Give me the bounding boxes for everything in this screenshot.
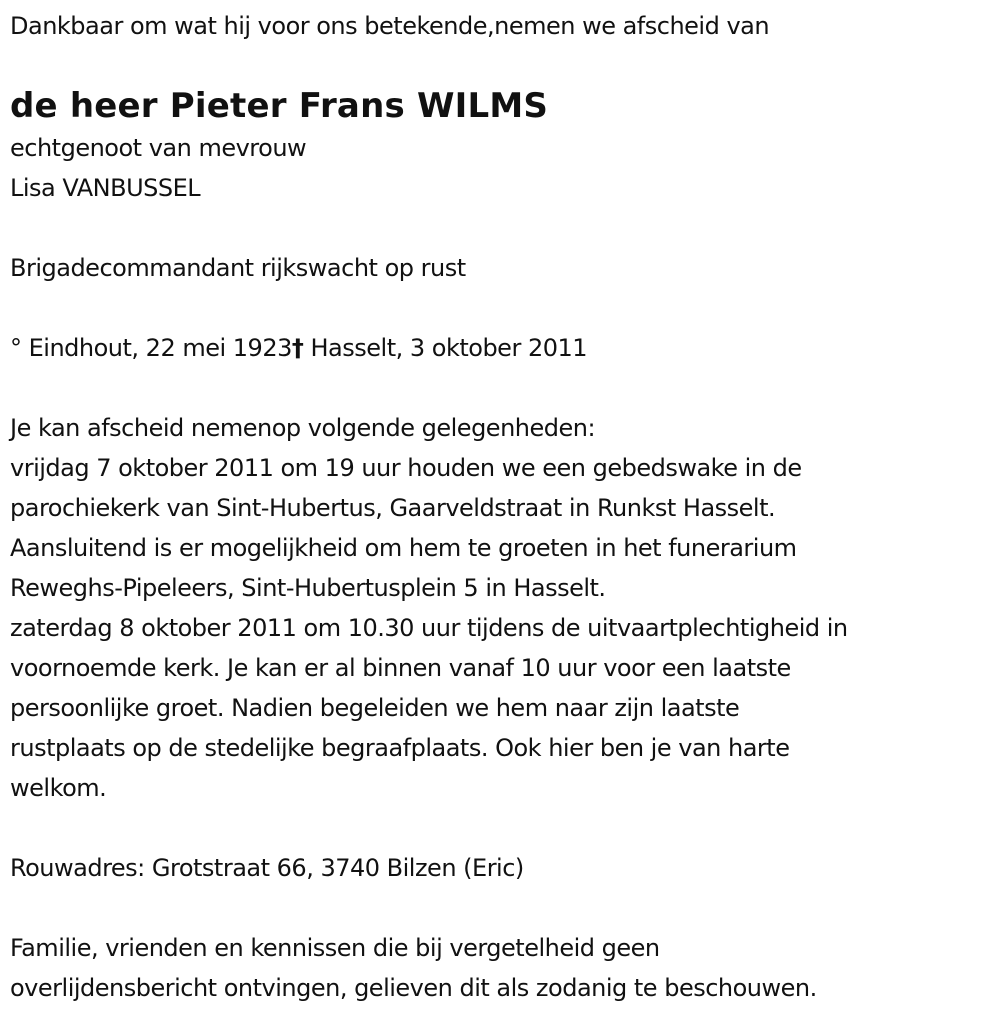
spacer: [10, 368, 985, 408]
farewell-line: voornoemde kerk. Je kan er al binnen vanaf 10 uur voor een laatste: [10, 654, 791, 682]
death-text: Hasselt, 3 oktober 2011: [303, 334, 588, 362]
closing-line: overlijdensbericht ontvingen, gelieven dit als zodanig te beschouwen.: [10, 974, 817, 1002]
deceased-name: de heer Pieter Frans WILMS: [10, 86, 549, 126]
farewell-line: persoonlijke groet. Nadien begeleiden we hem naar zijn laatste: [10, 694, 740, 722]
farewell-line: Aansluitend is er mogelijkheid om hem te groeten in het funerarium: [10, 534, 797, 562]
birth-text: ° Eindhout, 22 mei 1923: [10, 334, 292, 362]
death-notice: [10, 6, 985, 1008]
farewell-line: vrijdag 7 oktober 2011 om 19 uur houden we een gebedswake in de: [10, 454, 802, 482]
closing-line: Familie, vrienden en kennissen die bij vergetelheid geen: [10, 934, 660, 962]
spouse-line-2: Lisa VANBUSSEL: [10, 174, 201, 202]
life-dates: [10, 328, 985, 368]
spacer: [10, 888, 985, 928]
intro-text: Dankbaar om wat hij voor ons betekende,nemen we afscheid van: [10, 12, 770, 40]
spacer: [10, 808, 985, 848]
farewell-line: zaterdag 8 oktober 2011 om 10.30 uur tijdens de uitvaartplechtigheid in: [10, 614, 848, 642]
spouse-line-1: echtgenoot van mevrouw: [10, 134, 307, 162]
spacer: [10, 208, 985, 248]
farewell-line: parochiekerk van Sint-Hubertus, Gaarveldstraat in Runkst Hasselt.: [10, 494, 776, 522]
farewell-line: welkom.: [10, 774, 107, 802]
mourning-address: Rouwadres: Grotstraat 66, 3740 Bilzen (Eric): [10, 854, 524, 882]
cross-icon: †: [291, 334, 304, 362]
occupation-text: Brigadecommandant rijkswacht op rust: [10, 254, 466, 282]
spacer: [10, 46, 985, 84]
farewell-line: Reweghs-Pipeleers, Sint-Hubertusplein 5 in Hasselt.: [10, 574, 606, 602]
farewell-line: Je kan afscheid nemenop volgende gelegenheden:: [10, 414, 596, 442]
farewell-line: rustplaats op de stedelijke begraafplaats. Ook hier ben je van harte: [10, 734, 790, 762]
spacer: [10, 288, 985, 328]
